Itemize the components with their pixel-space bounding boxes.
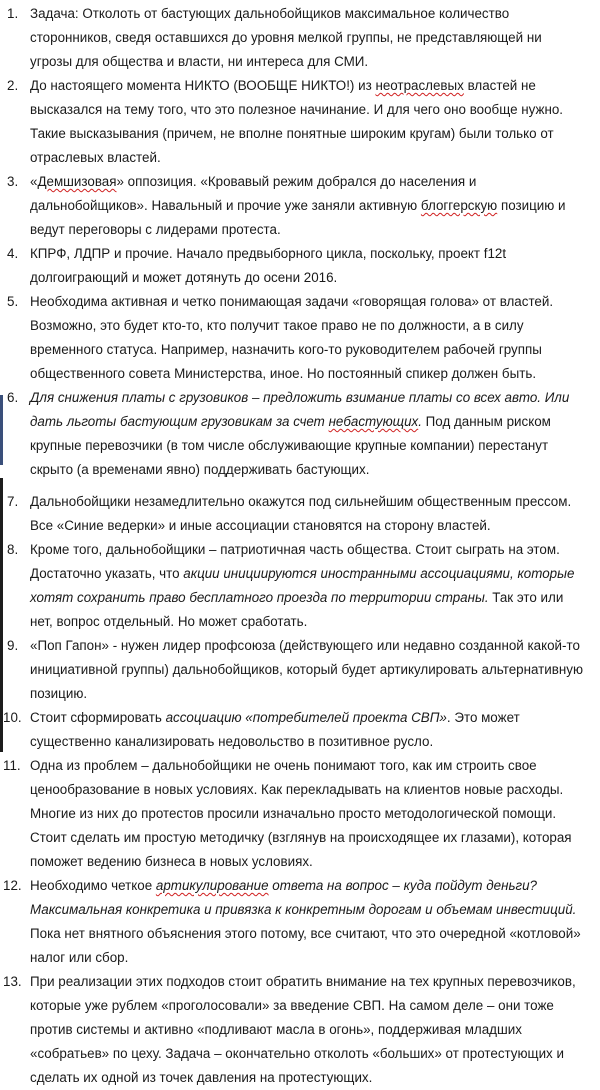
item-number: 12. bbox=[3, 878, 22, 893]
list-item-4 bbox=[0, 242, 600, 290]
item-text: Так это или нет, вопрос отдельный. Но может сработать. bbox=[30, 590, 564, 629]
list-item-12 bbox=[0, 874, 600, 970]
item-text-italic: Для снижения платы с грузовиков – предложить взимание платы со всех авто. Или дать льготы бастующим грузовикам за счет bbox=[30, 390, 570, 429]
misspelled-word: небастующих bbox=[328, 414, 419, 429]
paragraph-gap bbox=[0, 482, 600, 490]
misspelled-word: Демшизовая bbox=[37, 174, 117, 189]
item-text: При реализации этих подходов стоит обратить внимание на тех крупных перевозчиков, которые уже рублем «проголосовали» за введение СВП. На самом деле – они тоже против системы и активно «подливают масла в огонь», поддерживая младших «собратьев» по цеху. Задача – окончательно отколоть «больших» от протестующих и сделать их одной из точек давления на протестующих. bbox=[30, 974, 576, 1085]
list-item-6 bbox=[0, 386, 600, 482]
item-text: Дальнобойщики незамедлительно окажутся под сильнейшим общественным прессом. Все «Синие ведерки» и иные ассоциации становятся на сторону властей. bbox=[30, 494, 572, 533]
item-text: Кроме того, дальнобойщики – патриотичная часть общества. Стоит сыграть на этом. Достаточно указать, что bbox=[30, 542, 560, 581]
item-text: Стоит сформировать bbox=[30, 710, 166, 725]
item-text: Одна из проблем – дальнобойщики не очень понимают того, как им строить свое ценообразование в новых условиях. Как перекладывать на клиентов новые расходы. Многие из них до протестов просили изначально просто методологической помощи. Стоит сделать им простую методичку (взглянув на происходящее их глазами), которая поможет ведению бизнеса в новых условиях. bbox=[30, 758, 572, 869]
item-text-italic: . bbox=[418, 414, 422, 429]
item-number: 6. bbox=[7, 390, 19, 405]
item-text: . Это может существенно канализировать недовольство в позитивное русло. bbox=[30, 710, 520, 749]
item-number: 11. bbox=[3, 758, 21, 773]
list-item-1 bbox=[0, 2, 600, 74]
misspelled-word: артикулирование bbox=[155, 878, 269, 893]
item-text: КПРФ, ЛДПР и прочие. Начало предвыборного цикла, поскольку, проект f12t долгоиграющий и может дотянуть до осени 2016. bbox=[30, 246, 507, 285]
item-text: До настоящего момента НИКТО (ВООБЩЕ НИКТО!) из bbox=[30, 78, 376, 93]
item-text: позицию и ведут переговоры с лидерами протеста. bbox=[30, 198, 566, 237]
item-number: 10. bbox=[3, 710, 22, 725]
item-number: 7. bbox=[7, 494, 19, 509]
list-item-7 bbox=[0, 490, 600, 538]
item-text-italic: ответа на вопрос – куда пойдут деньги? Максимальная конкретика и привязка к конкретным дорогам и объемам инвестиций. bbox=[30, 878, 577, 917]
list-item-13 bbox=[0, 970, 600, 1090]
item-text-italic: акции инициируются иностранными ассоциациями, которые хотят сохранить право бесплатного проезда по территории страны. bbox=[30, 566, 575, 605]
item-text: Необходимо четкое bbox=[30, 878, 156, 893]
item-text: властей не высказался на тему того, что это полезное начинание. И для чего оно вообще нужно. Такие высказывания (причем, не вполне понятные широким кругам) были только от отраслевых властей. bbox=[30, 78, 564, 165]
item-text: «Поп Гапон» - нужен лидер профсоюза (действующего или недавно созданной какой-то инициативной группы) дальнобойщиков, который будет артикулировать альтернативную позицию. bbox=[30, 638, 583, 701]
list-item-8 bbox=[0, 538, 600, 634]
item-number: 4. bbox=[7, 246, 19, 261]
item-number: 5. bbox=[7, 294, 19, 309]
item-text: » оппозиция. «Кровавый режим добрался до населения и дальнобойщиков». Навальный и прочие уже заняли активную bbox=[30, 174, 477, 213]
list-item-2 bbox=[0, 74, 600, 170]
item-text: Задача: Отколоть от бастующих дальнобойщиков максимальное количество сторонников, сведя оставшихся до уровня мелкой группы, не представляющей ни угрозы для общества и власти, ни интереса для СМИ. bbox=[30, 6, 542, 69]
misspelled-word: неотраслевых bbox=[375, 78, 464, 93]
misspelled-word: блоггерскую bbox=[420, 198, 498, 213]
item-number: 3. bbox=[7, 174, 19, 189]
item-number: 13. bbox=[3, 974, 22, 989]
list-item-9 bbox=[0, 634, 600, 706]
item-text: Необходима активная и четко понимающая задачи «говорящая голова» от властей. Возможно, это будет кто-то, кто получит такое право не по должности, а в силу временного статуса. Например, назначить кого-то руководителем рабочей группы общественного совета Министерства, иное. Но постоянный спикер должен быть. bbox=[30, 294, 554, 381]
item-number: 8. bbox=[7, 542, 19, 557]
list-item-10 bbox=[0, 706, 600, 754]
item-number: 2. bbox=[7, 78, 19, 93]
item-number: 1. bbox=[7, 6, 19, 21]
list-item-3 bbox=[0, 170, 600, 242]
list-item-11 bbox=[0, 754, 600, 874]
item-text-italic: ассоциацию «потребителей проекта СВП» bbox=[165, 710, 447, 725]
item-text: Под данным риском крупные перевозчики (в том числе обслуживающие крупные компании) перестанут скрыто (а временами явно) поддерживать бастующих. bbox=[30, 414, 551, 477]
item-text: « bbox=[30, 174, 38, 189]
item-number: 9. bbox=[7, 638, 19, 653]
list-item-5 bbox=[0, 290, 600, 386]
item-text: Пока нет внятного объяснения этого потому, все считают, что это очередной «котловой» налог или сбор. bbox=[30, 926, 581, 965]
